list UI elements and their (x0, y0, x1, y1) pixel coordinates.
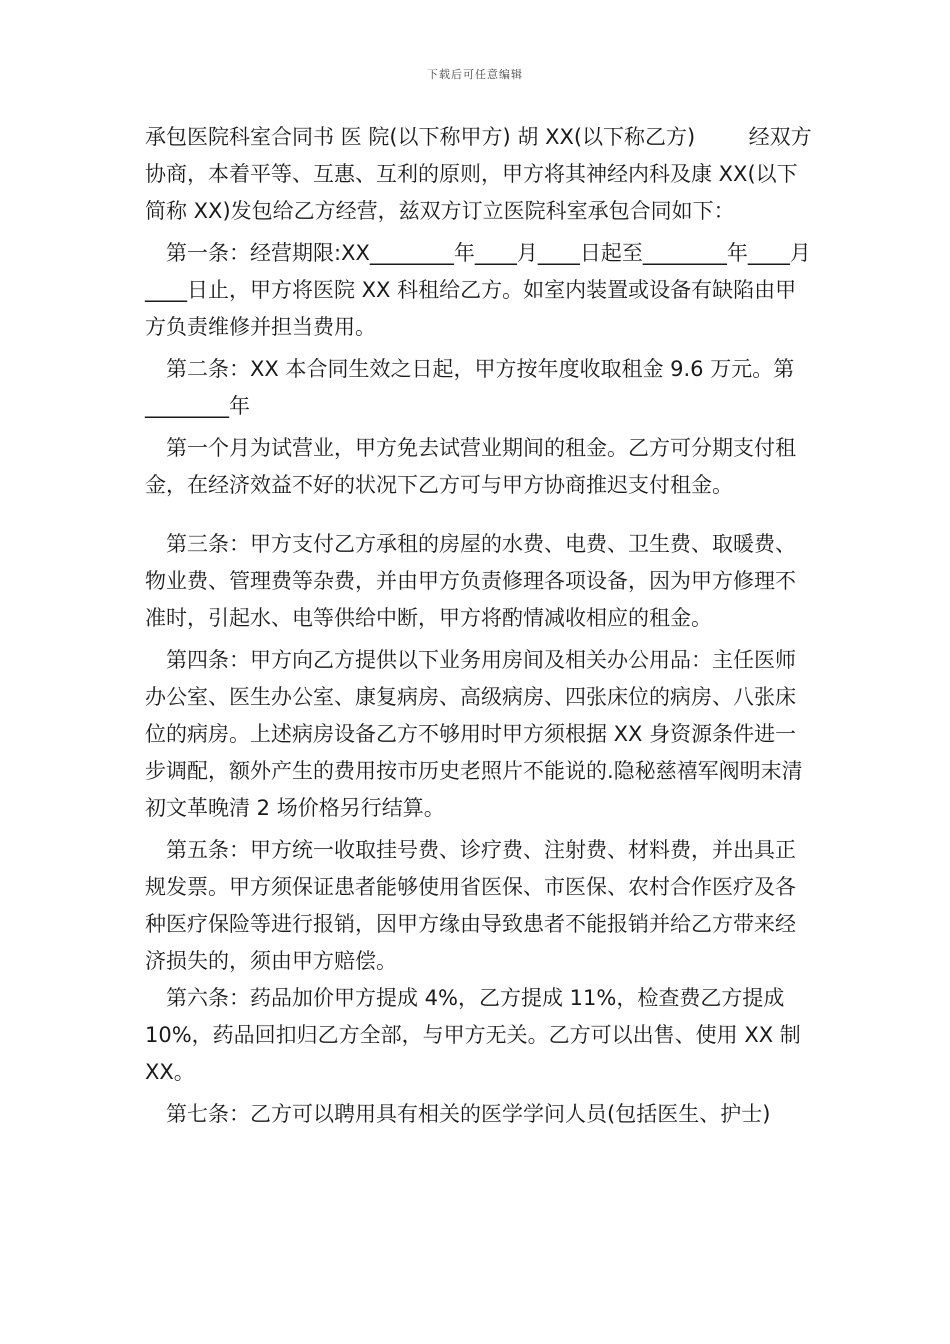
paragraph-intro: 承包医院科室合同书 医 院(以下称甲方) 胡 XX(以下称乙方) 经双方协商，本着平等、互惠、互利的原则，甲方将其神经内科及康 XX(以下简称 XX)发包给乙方经营，兹双方订立医院科室承包合同如下： (145, 125, 812, 223)
paragraph-article-4: 第四条：甲方向乙方提供以下业务用房间及相关办公用品：主任医师办公室、医生办公室、康复病房、高级病房、四张床位的病房、八张床位的病房。上述病房设备乙方不够用时甲方须根据 XX 身资源条件进一步调配，额外产生的费用按市历史老照片不能说的.隐秘慈禧军阀明末清初文革晚清 2 场价格另行结算。 (145, 648, 803, 820)
page-header-note: 下载后可任意编辑 (427, 68, 523, 81)
paragraph-trial-month: 第一个月为试营业，甲方免去试营业期间的租金。乙方可分期支付租金，在经济效益不好的状况下乙方可与甲方协商推迟支付租金。 (145, 436, 796, 497)
paragraph-article-1: 第一条：经营期限:XX________年____月____日起至________年____月____日止，甲方将医院 XX 科租给乙方。如室内装置或设备有缺陷由甲方负责维修并担当费用。 (145, 241, 811, 339)
paragraph-article-6: 第六条：药品加价甲方提成 4%，乙方提成 11%，检查费乙方提成 10%，药品回扣归乙方全部，与甲方无关。乙方可以出售、使用 XX 制 XX。 (145, 986, 808, 1084)
paragraph-article-3: 第三条：甲方支付乙方承租的房屋的水费、电费、卫生费、取暖费、物业费、管理费等杂费，并由甲方负责修理各项设备，因为甲方修理不准时，引起水、电等供给中断，甲方将酌情减收相应的租金。 (145, 532, 796, 630)
paragraph-article-2: 第二条：XX 本合同生效之日起，甲方按年度收取租金 9.6 万元。第________年 (145, 357, 795, 418)
paragraph-article-5: 第五条：甲方统一收取挂号费、诊疗费、注射费、材料费，并出具正规发票。甲方须保证患者能够使用省医保、市医保、农村合作医疗及各种医疗保险等进行报销，因甲方缘由导致患者不能报销并给乙方带来经济损失的，须由甲方赔偿。 (145, 838, 796, 973)
paragraph-article-7: 第七条：乙方可以聘用具有相关的医学学问人员(包括医生、护士) (166, 1102, 771, 1126)
document-body (145, 119, 813, 1133)
